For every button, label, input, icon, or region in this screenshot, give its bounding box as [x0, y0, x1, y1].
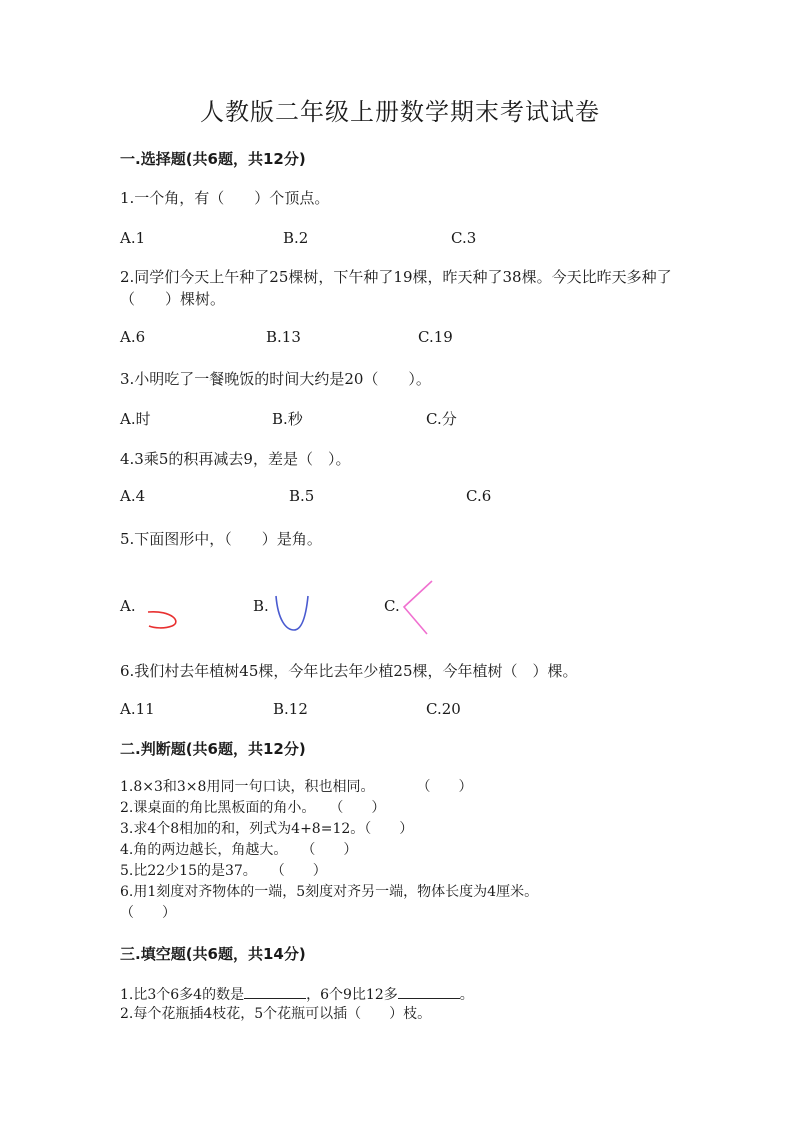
fill-q1-blank-1[interactable]	[244, 984, 306, 999]
q5-curve-a-shape	[146, 608, 182, 632]
q5-option-a: A.	[120, 597, 136, 615]
fill-q1-part3: 。	[459, 987, 474, 1003]
q2-option-b: B.13	[266, 328, 301, 346]
q5-angle-c-shape	[401, 580, 437, 636]
q2-option-a: A.6	[120, 328, 146, 346]
q3-option-a: A.时	[120, 410, 151, 428]
q6-option-a: A.11	[120, 700, 155, 718]
section2-heading: 二.判断题(共6题，共12分)	[120, 740, 306, 758]
fill-q1-part1: 1.比3个6多4的数是	[120, 987, 245, 1003]
tf-item-6: 6.用1刻度对齐物体的一端，5刻度对齐另一端，物体长度为4厘米。	[120, 884, 539, 900]
exam-title: 人教版二年级上册数学期末考试试卷	[200, 98, 600, 126]
q1-option-c: C.3	[451, 229, 477, 247]
tf-item-3: 3.求4个8相加的和，列式为4+8=12。（ ）	[120, 821, 414, 837]
section3-heading: 三.填空题(共6题，共14分)	[120, 945, 306, 963]
question-5: 5.下面图形中，（ ）是角。	[120, 530, 322, 548]
question-4: 4.3乘5的积再减去9，差是（ ）。	[120, 450, 351, 468]
q4-option-a: A.4	[120, 487, 146, 505]
tf-item-2: 2.课桌面的角比黑板面的角小。 （ ）	[120, 800, 386, 816]
q5-option-c: C.	[384, 597, 400, 615]
section1-heading: 一.选择题(共6题，共12分)	[120, 150, 306, 168]
tf-item-5: 5.比22少15的是37。 （ ）	[120, 863, 327, 879]
q3-option-c: C.分	[426, 410, 457, 428]
question-6: 6.我们村去年植树45棵，今年比去年少植25棵，今年植树（ ）棵。	[120, 662, 578, 680]
q4-option-b: B.5	[289, 487, 315, 505]
q1-option-a: A.1	[120, 229, 146, 247]
q5-curve-b-shape	[272, 594, 312, 634]
q3-option-b: B.秒	[272, 410, 303, 428]
fill-question-2: 2.每个花瓶插4枝花，5个花瓶可以插（ ）枝。	[120, 1006, 432, 1022]
tf-item-6-bracket: （ ）	[120, 905, 176, 921]
q6-option-b: B.12	[273, 700, 308, 718]
question-1: 1.一个角，有（ ）个顶点。	[120, 189, 330, 207]
q6-option-c: C.20	[426, 700, 461, 718]
q4-option-c: C.6	[466, 487, 492, 505]
q2-option-c: C.19	[418, 328, 453, 346]
question-3: 3.小明吃了一餐晚饭的时间大约是20（ ）。	[120, 370, 431, 388]
fill-q1-part2: ，6个9比12多	[306, 987, 398, 1003]
fill-question-1	[120, 984, 474, 1005]
question-2: 2.同学们今天上午种了25棵树，下午种了19棵，昨天种了38棵。今天比昨天多种了（ ）棵树。	[120, 268, 672, 308]
fill-q1-blank-2[interactable]	[398, 984, 460, 999]
tf-item-4: 4.角的两边越长，角越大。 （ ）	[120, 842, 358, 858]
tf-item-1: 1.8×3和3×8用同一句口诀，积也相同。 （ ）	[120, 779, 473, 795]
q5-option-b: B.	[253, 597, 269, 615]
q1-option-b: B.2	[283, 229, 309, 247]
